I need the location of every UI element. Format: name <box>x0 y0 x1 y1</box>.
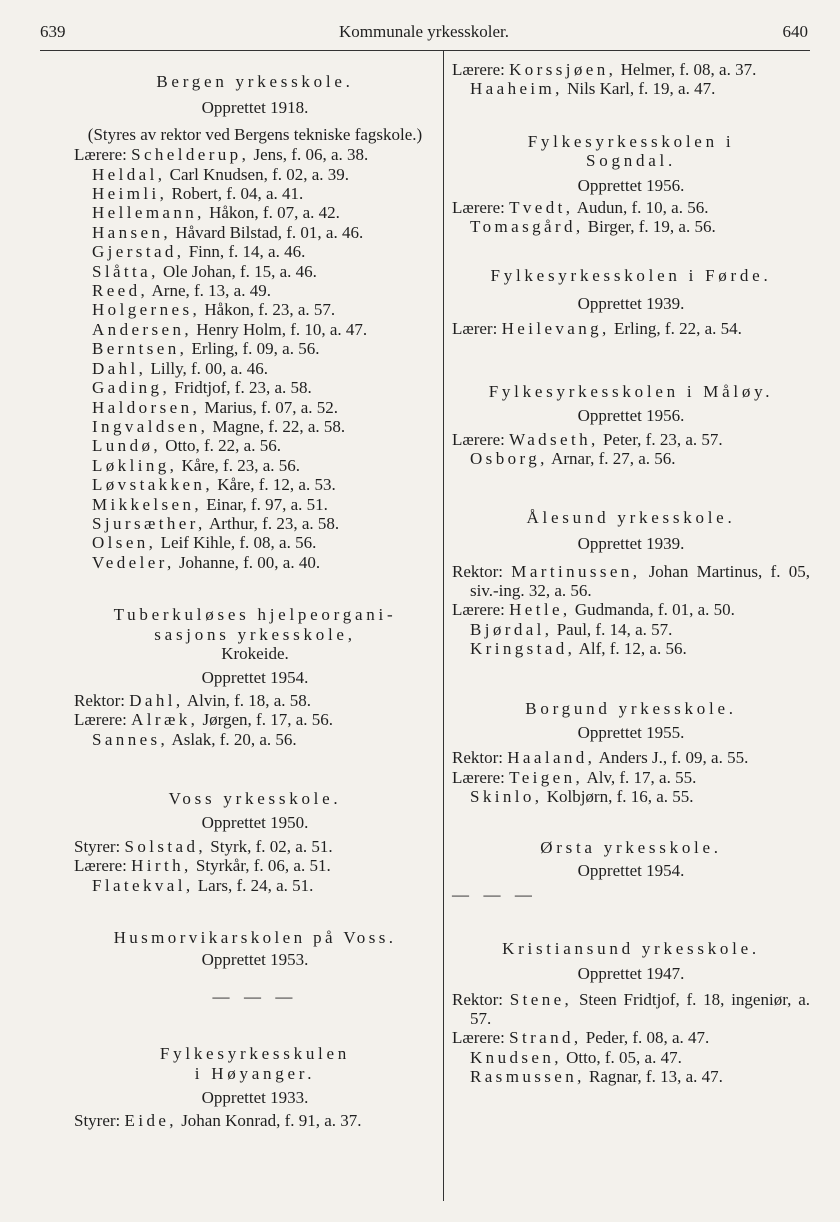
section-title-1: Fylkesyrkesskolen i <box>527 131 735 151</box>
staff-entry: Knudsen, Otto, f. 05, a. 47. <box>470 1047 682 1067</box>
section-title: Fylkesyrkesskolen i Førde. <box>490 265 772 285</box>
staff-entry: Berntsen, Erling, f. 09, a. 56. <box>92 339 320 359</box>
staff-list <box>74 165 436 573</box>
left-column <box>74 60 436 1131</box>
rektor-entry: Rektor: Stene, Steen Fridtjof, f. 18, ingeniør, a. 57. <box>452 989 810 1028</box>
section-orsta <box>452 838 810 905</box>
founded-line: Opprettet 1953. <box>201 950 309 970</box>
staff-entry: Tomasgård, Birger, f. 19, a. 56. <box>470 217 716 237</box>
staff-entry: Holgernes, Håkon, f. 23, a. 57. <box>92 300 336 320</box>
founded-line: Opprettet 1954. <box>577 860 685 880</box>
section-title: Voss yrkesskole. <box>168 789 342 808</box>
rektor-entry: Rektor: Haaland, Anders J., f. 09, a. 55. <box>452 748 749 768</box>
staff-entry: Lærere: Korssjøen, Helmer, f. 08, a. 37. <box>452 60 757 79</box>
section-place: Krokeide. <box>221 643 289 663</box>
section-sogndal <box>452 132 810 237</box>
staff-entry: Bjørdal, Paul, f. 14, a. 57. <box>470 619 673 639</box>
staff-entry: Lærere: Schelderup, Jens, f. 06, a. 38. <box>74 145 369 165</box>
section-maloy <box>452 382 810 469</box>
staff-entry: Olsen, Leif Kihle, f. 08, a. 56. <box>92 533 317 553</box>
staff-entry: Sannes, Aslak, f. 20, a. 56. <box>92 729 297 749</box>
right-page-number: 640 <box>782 22 808 41</box>
section-title: Kristiansund yrkesskole. <box>502 938 760 958</box>
founded-line: Opprettet 1939. <box>577 534 685 554</box>
section-title: Ålesund yrkesskole. <box>526 507 736 527</box>
section-title-2: sasjons yrkesskole, <box>154 624 356 644</box>
section-borgund <box>452 699 810 807</box>
staff-entry: Heldal, Carl Knudsen, f. 02, a. 39. <box>92 164 350 184</box>
staff-entry: Lærere: Teigen, Alv, f. 17, a. 55. <box>452 767 697 787</box>
founded-line: Opprettet 1956. <box>577 175 685 195</box>
founded-line: Opprettet 1954. <box>201 668 309 688</box>
founded-line: Opprettet 1933. <box>201 1088 309 1108</box>
section-husmor <box>74 928 436 1006</box>
staff-entry: Rasmussen, Ragnar, f. 13, a. 47. <box>470 1067 723 1087</box>
staff-entry: Vedeler, Johanne, f. 00, a. 40. <box>92 552 321 572</box>
staff-entry: Flatekval, Lars, f. 24, a. 51. <box>92 875 314 895</box>
staff-entry: Haaheim, Nils Karl, f. 19, a. 47. <box>470 79 716 99</box>
styrer-entry: Styrer: Eide, Johan Konrad, f. 91, a. 37. <box>74 1111 362 1131</box>
founded-line: Opprettet 1939. <box>577 294 685 314</box>
section-title-2: Sogndal. <box>586 151 676 171</box>
column-divider <box>443 51 444 1201</box>
rektor-entry: Rektor: Martinussen, Johan Martinus, f. 05, siv.-ing. 32, a. 56. <box>452 561 811 600</box>
staff-entry: Lærere: Hirth, Styrkår, f. 06, a. 51. <box>74 856 331 876</box>
staff-entry: Gading, Fridtjof, f. 23, a. 58. <box>92 378 312 398</box>
staff-entry: Ingvaldsen, Magne, f. 22, a. 58. <box>92 416 346 436</box>
founded-line: Opprettet 1950. <box>201 813 309 833</box>
staff-entry: Heimli, Robert, f. 04, a. 41. <box>92 184 304 204</box>
staff-entry: Slåtta, Ole Johan, f. 15, a. 46. <box>92 261 317 281</box>
section-title: Fylkesyrkesskolen i Måløy. <box>488 382 774 402</box>
right-column <box>452 60 810 1087</box>
section-alesund <box>452 508 810 659</box>
section-title: Ørsta yrkesskole. <box>540 837 722 857</box>
section-title: Bergen yrkesskole. <box>156 72 354 91</box>
section-title-2: i Høyanger. <box>194 1063 316 1083</box>
founded-line: Opprettet 1918. <box>201 98 309 118</box>
section-title: Borgund yrkesskole. <box>525 698 737 718</box>
section-kristiansund <box>452 939 810 1087</box>
header-rule <box>40 50 810 51</box>
no-staff-dash: — — — <box>212 986 298 1006</box>
staff-entry: Lærere: Alræk, Jørgen, f. 17, a. 56. <box>74 710 333 730</box>
section-tuberkulose <box>74 605 436 749</box>
staff-entry: Skinlo, Kolbjørn, f. 16, a. 55. <box>470 787 694 807</box>
staff-entry: Haldorsen, Marius, f. 07, a. 52. <box>92 397 338 417</box>
section-title-1: Tuberkuløses hjelpeorgani- <box>113 605 397 625</box>
founded-line: Opprettet 1956. <box>577 406 685 426</box>
staff-entry: Andersen, Henry Holm, f. 10, a. 47. <box>92 319 368 339</box>
founded-line: Opprettet 1955. <box>577 722 685 742</box>
staff-entry: Lærere: Wadseth, Peter, f. 23, a. 57. <box>452 429 723 449</box>
staff-entry: Lærere: Tvedt, Audun, f. 10, a. 56. <box>452 198 709 218</box>
staff-entry: Sjursæther, Arthur, f. 23, a. 58. <box>92 513 340 533</box>
staff-entry: Mikkelsen, Einar, f. 97, a. 51. <box>92 494 328 514</box>
section-forde <box>452 266 810 338</box>
staff-entry: Kringstad, Alf, f. 12, a. 56. <box>470 639 687 659</box>
section-title: Husmorvikarskolen på Voss. <box>113 928 397 948</box>
section-hoyanger <box>74 1044 436 1131</box>
staff-entry: Osborg, Arnar, f. 27, a. 56. <box>470 449 676 469</box>
running-title: Kommunale yrkesskoler. <box>339 22 509 41</box>
left-page-number: 639 <box>40 22 66 41</box>
staff-entry: Lundø, Otto, f. 22, a. 56. <box>92 436 281 456</box>
staff-entry: Hansen, Håvard Bilstad, f. 01, a. 46. <box>92 222 364 242</box>
section-voss <box>74 789 436 895</box>
staff-entry: Reed, Arne, f. 13, a. 49. <box>92 281 271 301</box>
section-title-1: Fylkesyrkesskulen <box>159 1044 351 1064</box>
staff-entry: Dahl, Lilly, f. 00, a. 46. <box>92 358 268 378</box>
staff-entry: Lærere: Hetle, Gudmanda, f. 01, a. 50. <box>452 600 735 620</box>
founded-line: Opprettet 1947. <box>577 964 685 984</box>
section-bergen <box>74 72 436 572</box>
staff-entry: Løvstakken, Kåre, f. 12, a. 53. <box>92 475 336 495</box>
page-header <box>40 22 808 46</box>
styrer-entry: Styrer: Solstad, Styrk, f. 02, a. 51. <box>74 836 333 856</box>
section-note: (Styres av rektor ved Bergens tekniske fagskole.) <box>87 124 423 144</box>
staff-entry: Gjerstad, Finn, f. 14, a. 46. <box>92 242 306 262</box>
staff-entry: Hellemann, Håkon, f. 07, a. 42. <box>92 203 340 223</box>
rektor-entry: Rektor: Dahl, Alvin, f. 18, a. 58. <box>74 690 312 710</box>
staff-entry: Lærer: Heilevang, Erling, f. 22, a. 54. <box>452 318 742 338</box>
no-staff-dash: — — — <box>452 885 537 905</box>
section-continued <box>452 60 810 99</box>
staff-entry: Løkling, Kåre, f. 23, a. 56. <box>92 455 301 475</box>
staff-entry: Lærere: Strand, Peder, f. 08, a. 47. <box>452 1028 710 1048</box>
